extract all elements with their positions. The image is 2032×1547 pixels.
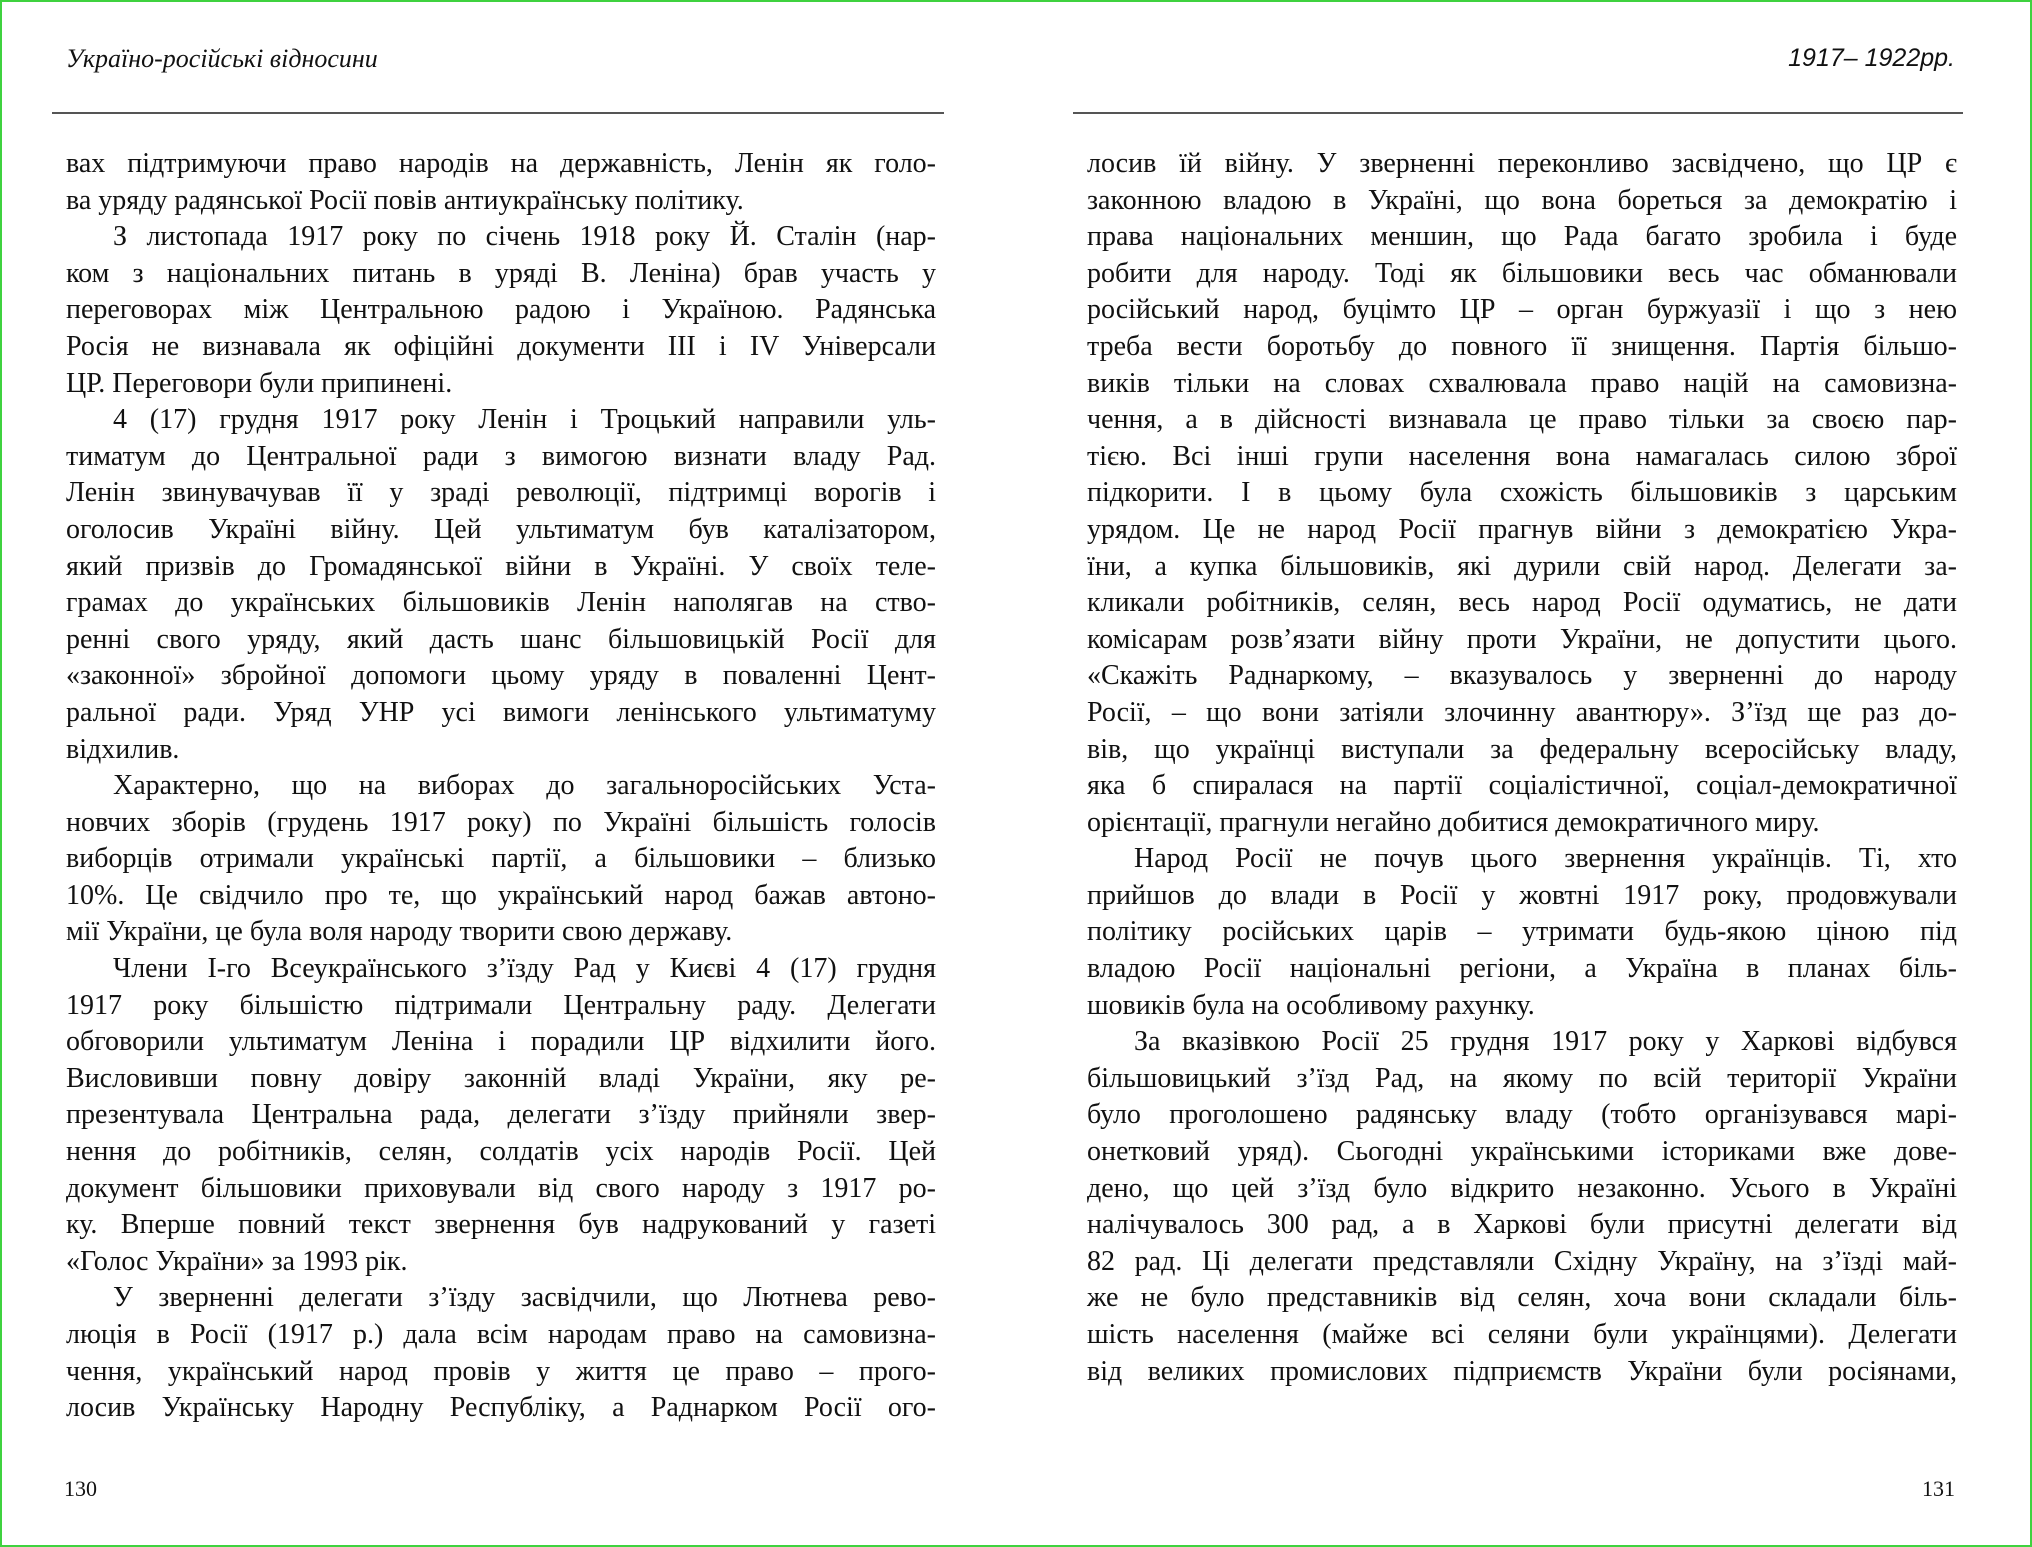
text-line: підкорити. І в цьому була схожість більшовиків з царським xyxy=(1087,477,1957,509)
text-line: їни, а купка більшовиків, які дурили свій народ. Делегати за- xyxy=(1087,550,1957,582)
text-line: «законної» збройної допомоги цьому уряду в поваленні Цент- xyxy=(66,660,936,692)
page-number: 130 xyxy=(64,1476,97,1501)
text-line: політику російських царів – утримати будь-якою ціною під xyxy=(1087,916,1957,948)
text-line: Ленін звинувачував її у зраді революції, підтримці ворогів і xyxy=(66,477,936,509)
text-line: більшовицький з’їзд Рад, на якому по всій території України xyxy=(1087,1062,1957,1094)
text-line: орієнтації, прагнули негайно добитися демократичного миру. xyxy=(1087,806,1820,838)
text-line: ЦР. Переговори були припинені. xyxy=(66,367,453,399)
text-line: тиматум до Центральної ради з вимогою визнати владу Рад. xyxy=(66,440,936,472)
text-line: треба вести боротьбу до повного її знищення. Партія більшо- xyxy=(1087,330,1957,362)
text-line: За вказівкою Росії 25 грудня 1917 року у Харкові відбувся xyxy=(1134,1026,1957,1058)
running-header: Україно-російські відносини xyxy=(66,44,378,73)
text-line: ренні свого уряду, який дасть шанс більшовицькій Росії для xyxy=(66,623,936,655)
text-line: владою Росії національні регіони, а Україна в планах біль- xyxy=(1087,953,1957,985)
text-line: лосив Українську Народну Республіку, а Раднарком Росії ого- xyxy=(66,1392,936,1424)
right-page xyxy=(1016,0,2032,1547)
text-line: У зверненні делегати з’їзду засвідчили, що Лютнева рево- xyxy=(113,1282,936,1314)
text-line: Народ Росії не почув цього звернення українців. Ті, хто xyxy=(1134,843,1957,875)
text-line: права національних меншин, що Рада багато зробила і буде xyxy=(1087,221,1957,253)
body-text xyxy=(66,146,936,1427)
body-text xyxy=(1087,146,1957,1390)
text-line: дено, що цей з’їзд було відкрито незаконно. Усього в Україні xyxy=(1087,1172,1957,1204)
text-line: шість населення (майже всі селяни були українцями). Делегати xyxy=(1087,1319,1957,1350)
text-line: прийшов до влади в Росії у жовтні 1917 року, продовжували xyxy=(1087,879,1957,911)
text-line: робити для народу. Тоді як більшовики весь час обманювали xyxy=(1087,257,1957,289)
text-line: документ більшовики приховували від свого народу з 1917 ро- xyxy=(66,1172,936,1204)
header-rule xyxy=(1073,112,1963,114)
text-line: ку. Вперше повний текст звернення був надрукований у газеті xyxy=(66,1209,936,1241)
text-line: онетковий уряд). Сьогодні українськими істориками вже дове- xyxy=(1087,1136,1957,1168)
text-line: 10%. Це свідчило про те, що український народ бажав автоно- xyxy=(66,879,936,911)
text-line: нення до робітників, селян, солдатів усіх народів Росії. Цей xyxy=(66,1136,936,1168)
page-number: 131 xyxy=(1922,1476,1955,1501)
text-line: Росія не визнавала як офіційні документи ІІІ і IV Універсали xyxy=(66,330,936,362)
text-line: законною владою в Україні, що вона бореться за демократію і xyxy=(1087,184,1957,216)
text-line: від великих промислових підприємств України були росіянами, xyxy=(1087,1355,1957,1387)
text-line: чення, а в дійсності визнавала це право тільки за своєю пар- xyxy=(1087,404,1957,436)
text-line: виборців отримали українські партії, а більшовики – близько xyxy=(66,843,936,875)
text-line: вах підтримуючи право народів на державність, Ленін як голо- xyxy=(66,148,936,179)
text-line: чення, український народ провів у життя це право – прого- xyxy=(66,1355,936,1387)
header-rule xyxy=(52,112,944,114)
text-line: кликали робітників, селян, весь народ Росії одуматись, не дати xyxy=(1087,587,1957,619)
text-line: вів, що українці виступали за федеральну всеросійську владу, xyxy=(1087,733,1957,765)
text-line: оголосив Україні війну. Цей ультиматум був каталізатором, xyxy=(66,513,936,545)
text-line: З листопада 1917 року по січень 1918 року Й. Сталін (нар- xyxy=(113,221,936,253)
text-line: урядом. Це не народ Росії прагнув війни з демократією Укра- xyxy=(1087,513,1957,545)
text-line: Члени І-го Всеукраїнського з’їзду Рад у Києві 4 (17) грудня xyxy=(113,953,936,985)
text-line: новчих зборів (грудень 1917 року) по Україні більшість голосів xyxy=(66,806,936,838)
text-line: 82 рад. Ці делегати представляли Східну Україну, на з’їзді май- xyxy=(1087,1245,1957,1277)
text-line: комісарам розв’язати війну проти України, не допустити цього. xyxy=(1087,623,1957,655)
text-line: грамах до українських більшовиків Ленін наполягав на ство- xyxy=(66,587,936,619)
text-line: російський народ, буцімто ЦР – орган буржуазії і що з нею xyxy=(1087,294,1957,326)
text-line: мії України, це була воля народу творити свою державу. xyxy=(66,916,733,948)
text-line: обговорили ультиматум Леніна і порадили ЦР відхилити його. xyxy=(66,1026,936,1058)
text-line: шовиків була на особливому рахунку. xyxy=(1087,989,1535,1021)
text-line: лосив їй війну. У зверненні переконливо засвідчено, що ЦР є xyxy=(1087,148,1957,179)
text-line: Росії, – що вони затіяли злочинну авантюру». З’їзд ще раз до- xyxy=(1087,696,1957,728)
text-line: налічувалось 300 рад, а в Харкові були присутні делегати від xyxy=(1087,1209,1957,1241)
text-line: ва уряду радянської Росії повів антиукраїнську політику. xyxy=(66,184,744,216)
text-line: 4 (17) грудня 1917 року Ленін і Троцький направили уль- xyxy=(113,404,936,436)
text-line: ральної ради. Уряд УНР усі вимоги ленінського ультиматуму xyxy=(66,696,936,728)
text-line: же не було представників від селян, хоча вони складали біль- xyxy=(1087,1282,1957,1314)
text-line: тією. Всі інші групи населення вона намагалась силою зброї xyxy=(1087,440,1957,472)
running-header: 1917– 1922рр. xyxy=(1788,44,1955,72)
text-line: Характерно, що на виборах до загальноросійських Уста- xyxy=(113,770,936,802)
text-line: «Скажіть Раднаркому, – вказувалось у зверненні до народу xyxy=(1087,660,1957,692)
text-line: «Голос України» за 1993 рік. xyxy=(66,1245,408,1277)
text-line: яка б спиралася на партії соціалістичної, соціал-демократичної xyxy=(1087,770,1957,802)
text-line: ком з національних питань в уряді В. Леніна) брав участь у xyxy=(66,257,936,289)
text-line: було проголошено радянську владу (тобто організувався марі- xyxy=(1087,1099,1957,1131)
text-line: переговорах між Центральною радою і Україною. Радянська xyxy=(66,294,936,326)
text-line: Висловивши повну довіру законній владі України, яку ре- xyxy=(66,1062,936,1094)
text-line: люція в Росії (1917 р.) дала всім народам право на самовизна- xyxy=(66,1319,936,1350)
text-line: виків тільки на словах схвалювала право націй на самовизна- xyxy=(1087,367,1957,399)
text-line: презентувала Центральна рада, делегати з’їзду прийняли звер- xyxy=(66,1099,936,1131)
text-line: 1917 року більшістю підтримали Центральну раду. Делегати xyxy=(66,989,936,1021)
text-line: відхилив. xyxy=(66,733,180,765)
text-line: який призвів до Громадянської війни в Україні. У своїх теле- xyxy=(66,550,936,582)
